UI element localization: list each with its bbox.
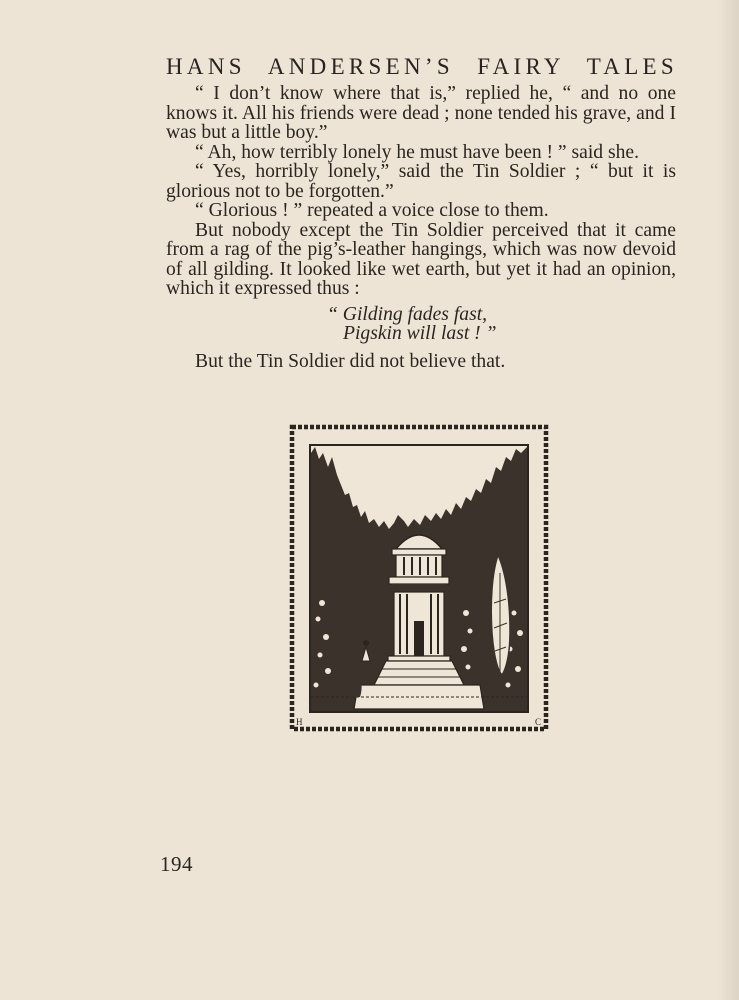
body-text (166, 84, 676, 371)
page-edge-shadow (717, 0, 739, 1000)
paragraph: But nobody except the Tin Soldier perceived that it came from a rag of the pig’s-leather hangings, which was now devoid of all gilding. It looked like wet earth, but yet it had an opinion, which it expressed thus : (166, 219, 676, 299)
verse (166, 305, 676, 344)
temple-steps (374, 661, 464, 685)
paragraph: “ Yes, horribly lonely,” said the Tin Soldier ; “ but it is glorious not to be forgotten.” (166, 161, 676, 202)
verse-line: “ Gilding fades fast, (327, 303, 488, 325)
paragraph: “ Ah, how terribly lonely he must have been ! ” said she. (195, 141, 640, 163)
illustration-svg (288, 423, 550, 733)
page-number: 194 (160, 852, 193, 876)
initial-right: C (535, 717, 542, 727)
temple (388, 535, 450, 661)
paragraph: “ I don’t know where that is,” replied he, “ and no one knows it. All his friends were dead ; none tended his grave, and I was but a little boy.” (166, 83, 676, 143)
verse-line: Pigskin will last ! ” (343, 323, 497, 344)
running-header: HANS ANDERSEN’S FAIRY TALES (166, 54, 678, 79)
figure (363, 640, 369, 646)
garden-temple-illustration (288, 423, 550, 733)
paragraph: “ Glorious ! ” repeated a voice close to them. (195, 200, 549, 221)
closing-paragraph: But the Tin Soldier did not believe that. (195, 350, 506, 372)
initial-left: H (296, 717, 303, 727)
